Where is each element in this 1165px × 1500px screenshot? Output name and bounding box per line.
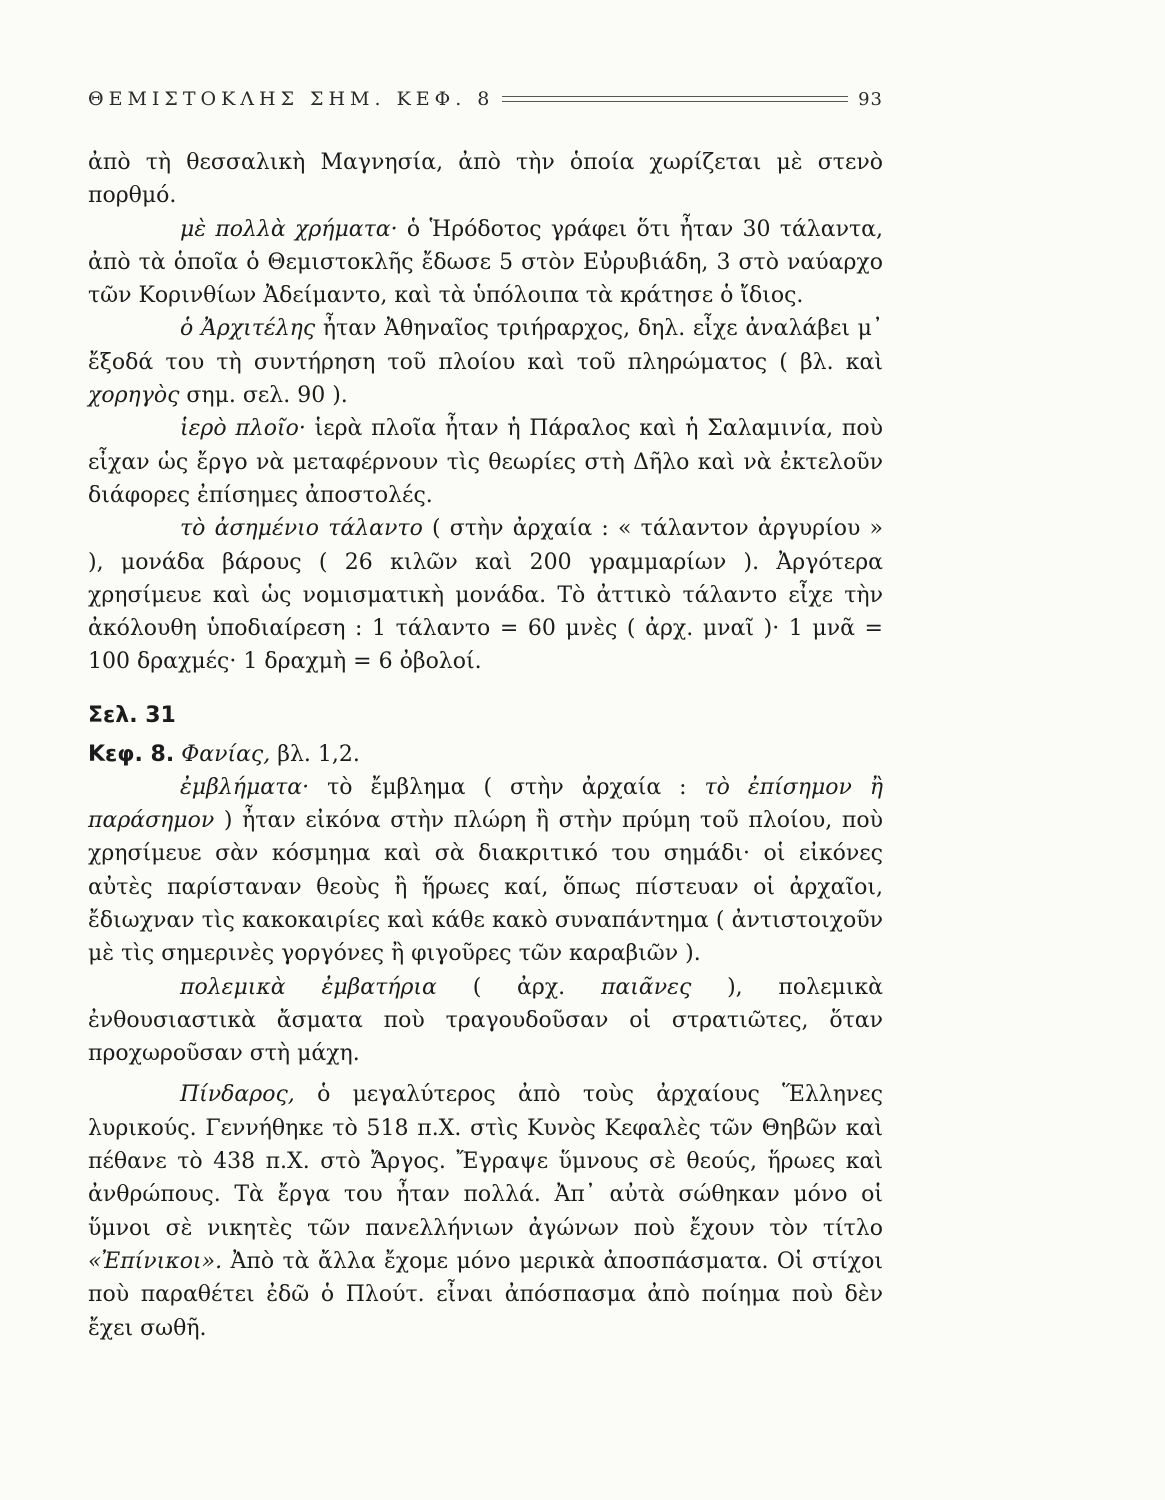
note-text: ὁ μεγαλύτερος ἀπὸ τοὺς ἀρχαίους Ἕλληνες λυρικούς. Γεννήθηκε τὸ 518 π.Χ. στὶς Κυνὸς Κεφαλὲς τῶν Θηβῶν καὶ πέθανε τὸ 438 π.Χ. στὸ Ἄργος. Ἔγραψε ὕμνους σὲ θεούς, ἥρωες καὶ ἀνθρώπους. Τὰ ἔργα του ἦταν πολλά. Ἀπ᾽ αὐτὰ σώθηκαν μόνο οἱ ὕμνοι σὲ νικητὲς τῶν πανελλήνιων ἀγώνων ποὺ ἔχουν τὸν τίτλο bbox=[88, 1082, 883, 1241]
chapter-line bbox=[88, 738, 883, 771]
note-greek: παιᾶνες bbox=[600, 974, 692, 1000]
note-emvatiria bbox=[88, 971, 883, 1071]
paragraph-continuation bbox=[88, 146, 883, 213]
chapter-ref: Φανίας, bbox=[181, 741, 271, 767]
note-term: πολεμικὰ ἐμβατήρια bbox=[180, 974, 437, 1000]
note-term: τὸ ἀσημένιο τάλαντο bbox=[180, 516, 423, 542]
note-pindaros bbox=[88, 1078, 883, 1344]
note-text: ἦταν Ἀθηναῖος τριήραρχος, δηλ. εἶχε ἀναλάβει μ᾽ ἔξοδά του τὴ συντήρηση τοῦ πλοίου καὶ τοῦ πληρώματος ( βλ. καὶ bbox=[88, 316, 883, 375]
note-text: σημ. σελ. 90 ). bbox=[179, 383, 348, 409]
paragraph-text: ἀπὸ τὴ θεσσαλικὴ Μαγνησία, ἀπὸ τὴν ὁποία χωρίζεται μὲ στενὸ πορθμό. bbox=[88, 150, 883, 209]
note-text: ( στὴν ἀρχαία : « τάλαντον ἀργυρίου » ), μονάδα βάρους ( 26 κιλῶν καὶ 200 γραμμαρίων ). Ἀργότερα χρησίμευε καὶ ὡς νομισματικὴ μονάδα. Τὸ ἀττικὸ τάλαντο εἶχε τὴν ἀκόλουθη ὑποδιαίρεση : 1 τάλαντο = 60 μνὲς ( ἀρχ. μναῖ )· 1 μνᾶ = 100 δραχμές· 1 δραχμὴ = 6 ὀβολοί. bbox=[88, 516, 883, 675]
note-text: Ἀπὸ τὰ ἄλλα ἔχομε μόνο μερικὰ ἀποσπάσματα. Οἱ στίχοι ποὺ παραθέτει ἐδῶ ὁ Πλούτ. εἶναι ἀπόσπασμα ἀπὸ ποίημα ποὺ δὲν ἔχει σωθῆ. bbox=[88, 1248, 883, 1341]
note-text: ) ἦταν εἰκόνα στὴν πλώρη ἢ στὴν πρύμη τοῦ πλοίου, ποὺ χρησίμευε σὰν κόσμημα καὶ σὰ διακριτικό του σημάδι· οἱ εἰκόνες αὐτὲς παρίσταναν θεοὺς ἢ ἥρωες καί, ὅπως πίστευαν οἱ ἀρχαῖοι, ἔδιωχναν τὶς κακοκαιρίες καὶ κάθε κακὸ συναπάντημα ( ἀντιστοιχοῦν μὲ τὶς σημερινὲς γοργόνες ἢ φιγοῦρες τῶν καραβιῶν ). bbox=[88, 808, 883, 967]
chapter-ref-rest: βλ. 1,2. bbox=[270, 741, 360, 767]
note-talanto bbox=[88, 512, 883, 678]
header-title: ΘΕΜΙΣΤΟΚΛΗΣ ΣΗΜ. ΚΕΦ. 8 bbox=[88, 88, 495, 110]
note-term: Πίνδαρος, bbox=[180, 1082, 295, 1108]
note-text: ), πολεμικὰ ἐνθουσιαστικὰ ἄσματα ποὺ τραγουδοῦσαν οἱ στρατιῶτες, ὅταν προχωροῦσαν στὴ μάχη. bbox=[88, 974, 884, 1067]
note-cross-ref: χορηγὸς bbox=[88, 383, 180, 409]
page-number: 93 bbox=[858, 88, 883, 110]
note-emvlimata bbox=[88, 771, 883, 971]
note-title: «Ἐπίνικοι». bbox=[88, 1248, 223, 1274]
chapter-label: Κεφ. 8. bbox=[88, 741, 175, 767]
body-text bbox=[88, 146, 883, 1345]
note-greek: τὸ ἐπίσημον ἢ παράσημον bbox=[88, 774, 884, 834]
note-term: ὁ Ἀρχιτέλης bbox=[180, 316, 316, 342]
note-chremata bbox=[88, 213, 883, 313]
page bbox=[88, 82, 883, 1345]
section-heading: Σελ. 31 bbox=[88, 702, 176, 728]
note-term: μὲ πολλὰ χρήματα· bbox=[180, 216, 398, 242]
running-header bbox=[88, 82, 883, 116]
header-rule bbox=[502, 96, 848, 102]
note-text: ὁ Ἡρόδοτος γράφει ὅτι ἦταν 30 τάλαντα, ἀπὸ τὰ ὁποῖα ὁ Θεμιστοκλῆς ἔδωσε 5 στὸν Εὐρυβιάδη, 3 στὸ ναύαρχο τῶν Κορινθίων Ἀδείμαντο, καὶ τὰ ὑπόλοιπα τὰ κράτησε ὁ ἴδιος. bbox=[88, 216, 883, 309]
note-iero-ploio bbox=[88, 412, 883, 512]
note-term: ἱερὸ πλοῖο· bbox=[180, 416, 306, 442]
note-text: ἱερὰ πλοῖα ἦταν ἡ Πάραλος καὶ ἡ Σαλαμινία, ποὺ εἶχαν ὡς ἔργο νὰ μεταφέρνουν τὶς θεωρίες στὴ Δῆλο καὶ νὰ ἐκτελοῦν διάφορες ἐπίσημες ἀποστολές. bbox=[88, 416, 883, 508]
note-term: ἐμβλήματα· bbox=[180, 774, 310, 800]
note-text: ( ἀρχ. bbox=[436, 974, 601, 1000]
note-architeles bbox=[88, 312, 883, 412]
note-text: τὸ ἔμβλημα ( στὴν ἀρχαία : bbox=[309, 774, 705, 800]
